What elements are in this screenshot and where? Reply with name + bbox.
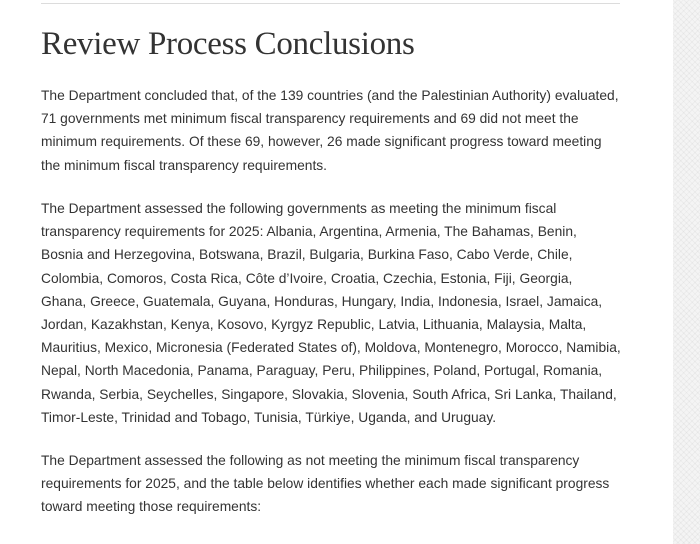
paragraph-not-meeting-requirements: The Department assessed the following as not meeting the minimum fiscal transparency requirements for 2025, and the table below identifies whether each made significant progress toward meeting those requirements: bbox=[41, 453, 610, 515]
page-title: Review Process Conclusions bbox=[41, 26, 415, 62]
top-divider bbox=[41, 3, 620, 4]
scrollbar-gutter[interactable] bbox=[673, 0, 700, 544]
paragraph-conclusion-summary: The Department concluded that, of the 139 countries (and the Palestinian Authority) evaluated, 71 governments met minimum fiscal transparency requirements and 69 did not meet the minimum requirements. Of these 69, however, 26 made significant progress toward meeting the minimum fiscal transparency requirements. bbox=[41, 88, 619, 173]
paragraph-meeting-requirements: The Department assessed the following governments as meeting the minimum fiscal transparency requirements for 2025: Albania, Argentina, Armenia, The Bahamas, Benin, Bosnia and Herzegovina, Botswana, Brazil, Bulgaria, Burkina Faso, Cabo Verde, Chile, Colombia, Comoros, Costa Rica, Côte d’Ivoire, Croatia, Czechia, Estonia, Fiji, Georgia, Ghana, Greece, Guatemala, Guyana, Honduras, Hungary, India, Indonesia, Israel, Jamaica, Jordan, Kazakhstan, Kenya, Kosovo, Kyrgyz Republic, Latvia, Lithuania, Malaysia, Malta, Mauritius, Mexico, Micronesia (Federated States of), Moldova, Montenegro, Morocco, Namibia, Nepal, North Macedonia, Panama, Paraguay, Peru, Philippines, Poland, Portugal, Romania, Rwanda, Serbia, Seychelles, Singapore, Slovakia, Slovenia, South Africa, Sri Lanka, Thailand, Timor-Leste, Trinidad and Tobago, Tunisia, Türkiye, Uganda, and Uruguay. bbox=[41, 201, 621, 425]
